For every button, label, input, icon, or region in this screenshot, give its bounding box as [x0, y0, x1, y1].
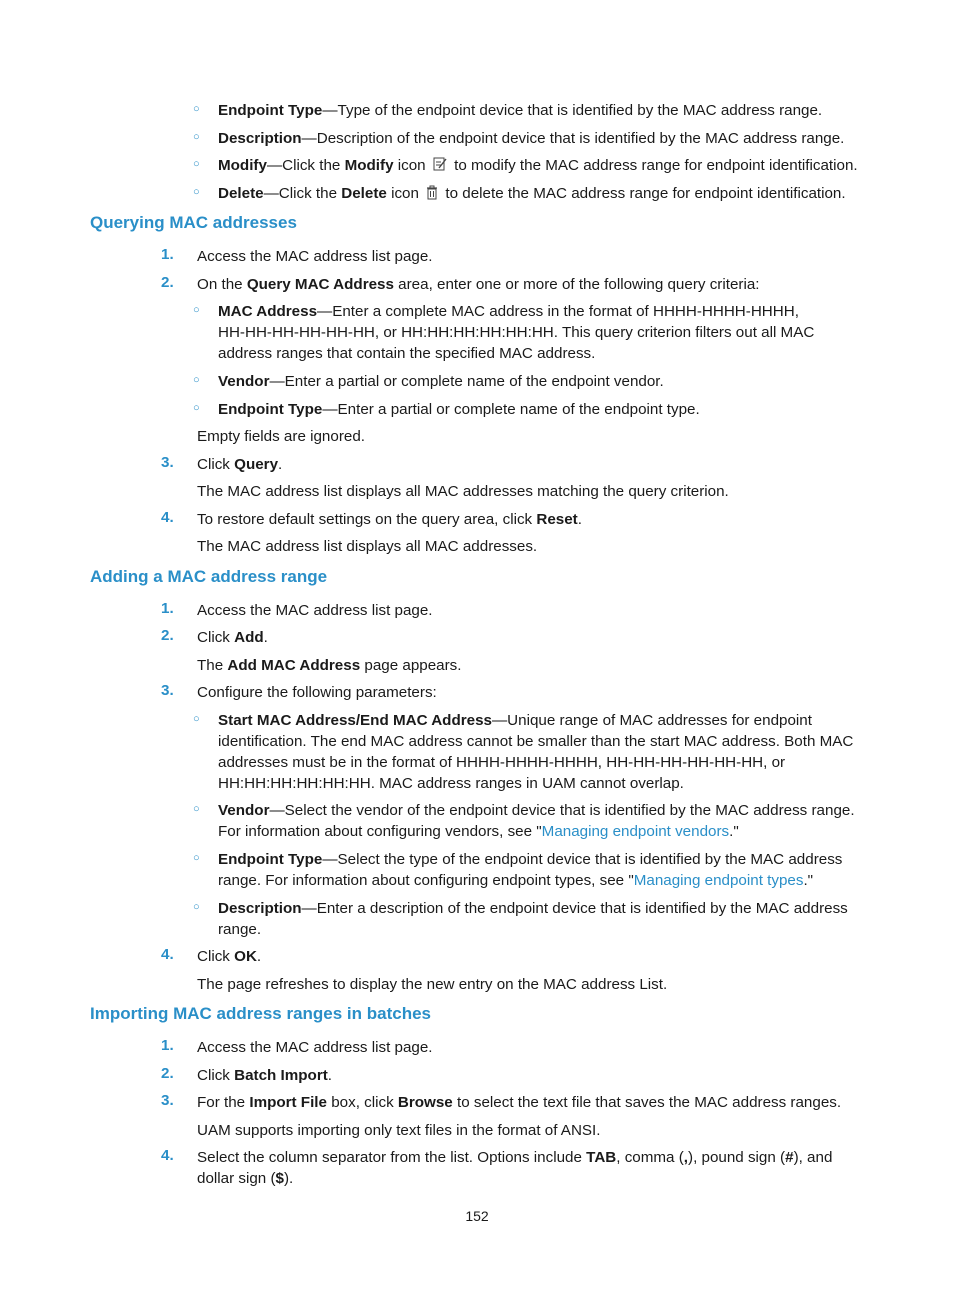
section-heading: Adding a MAC address range [90, 567, 328, 586]
bullet-marker: ○ [193, 901, 200, 913]
modify-icon [433, 156, 447, 172]
note-text: The MAC address list displays all MAC addresses matching the query criterion. [197, 483, 729, 500]
note-text: Empty fields are ignored. [197, 428, 365, 445]
step-number: 1. [161, 1037, 174, 1054]
step-text: Select the column separator from the list. Options include TAB, comma (,), pound sign (#), and dollar sign ($). [197, 1149, 833, 1187]
bullet-marker: ○ [193, 103, 200, 115]
step-text: Click Add. [197, 629, 268, 646]
step-text: On the Query MAC Address area, enter one or more of the following query criteria: [197, 276, 760, 293]
section-heading: Importing MAC address ranges in batches [90, 1004, 432, 1023]
step-text: Access the MAC address list page. [197, 602, 433, 619]
step-number: 4. [161, 1147, 174, 1164]
managing-endpoint-types-link[interactable]: Managing endpoint types [633, 872, 804, 889]
list-item: Vendor—Enter a partial or complete name of the endpoint vendor. [218, 373, 664, 390]
note-text: The Add MAC Address page appears. [197, 657, 462, 674]
step-number: 1. [161, 600, 174, 617]
note-text: The page refreshes to display the new entry on the MAC address List. [197, 976, 668, 993]
bullet-marker: ○ [193, 852, 200, 864]
list-item: MAC Address—Enter a complete MAC address in the format of HHHH-HHHH-HHHH, HH-HH-HH-HH-HH-HH, or HH:HH:HH:HH:HH:HH. This query criterion filters out all MAC address ranges that contain the specified MAC address. [218, 303, 815, 362]
list-item: Description—Description of the endpoint device that is identified by the MAC address range. [218, 130, 845, 147]
step-text: Click OK. [197, 948, 262, 965]
step-number: 4. [161, 509, 174, 526]
note-text: The MAC address list displays all MAC addresses. [197, 538, 538, 555]
list-item: Modify—Click the Modify icon to modify the MAC address range for endpoint identification. [218, 157, 858, 174]
list-item: Start MAC Address/End MAC Address—Unique range of MAC addresses for endpoint identification. The end MAC address cannot be smaller than the start MAC address. Both MAC addresses must be in the format of HHHH-HHHH-HHHH, HH-HH-HH-HH-HH-HH, or HH:HH:HH:HH:HH:HH. MAC address ranges in UAM cannot overlap. [218, 712, 854, 792]
trash-icon [426, 185, 438, 200]
step-number: 2. [161, 627, 174, 644]
step-text: Click Batch Import. [197, 1067, 333, 1084]
step-number: 3. [161, 454, 174, 471]
step-text: For the Import File box, click Browse to select the text file that saves the MAC address ranges. [197, 1094, 842, 1111]
list-item: Description—Enter a description of the endpoint device that is identified by the MAC address range. [218, 900, 848, 938]
step-text: Access the MAC address list page. [197, 1039, 433, 1056]
step-number: 4. [161, 946, 174, 963]
step-number: 3. [161, 1092, 174, 1109]
bullet-marker: ○ [193, 374, 200, 386]
bullet-marker: ○ [193, 304, 200, 316]
bullet-marker: ○ [193, 713, 200, 725]
note-text: UAM supports importing only text files in the format of ANSI. [197, 1122, 601, 1139]
step-number: 1. [161, 246, 174, 263]
step-number: 2. [161, 274, 174, 291]
list-item: Vendor—Select the vendor of the endpoint device that is identified by the MAC address range. For information about configuring vendors, see "Managing endpoint vendors." [218, 802, 855, 840]
step-text: To restore default settings on the query area, click Reset. [197, 511, 582, 528]
step-number: 3. [161, 682, 174, 699]
list-item: Endpoint Type—Select the type of the endpoint device that is identified by the MAC address range. For information about configuring endpoint types, see "Managing endpoint types." [218, 851, 843, 889]
step-text: Configure the following parameters: [197, 684, 437, 701]
list-item: Endpoint Type—Type of the endpoint device that is identified by the MAC address range. [218, 102, 823, 119]
page-number: 152 [465, 1208, 489, 1224]
bullet-marker: ○ [193, 186, 200, 198]
bullet-marker: ○ [193, 402, 200, 414]
step-number: 2. [161, 1065, 174, 1082]
list-item: Delete—Click the Delete icon to delete the MAC address range for endpoint identification. [218, 185, 846, 202]
step-text: Click Query. [197, 456, 283, 473]
list-item: Endpoint Type—Enter a partial or complete name of the endpoint type. [218, 401, 700, 418]
bullet-marker: ○ [193, 131, 200, 143]
bullet-marker: ○ [193, 158, 200, 170]
step-text: Access the MAC address list page. [197, 248, 433, 265]
bullet-marker: ○ [193, 803, 200, 815]
managing-endpoint-vendors-link[interactable]: Managing endpoint vendors [541, 823, 730, 840]
section-heading: Querying MAC addresses [90, 213, 297, 232]
